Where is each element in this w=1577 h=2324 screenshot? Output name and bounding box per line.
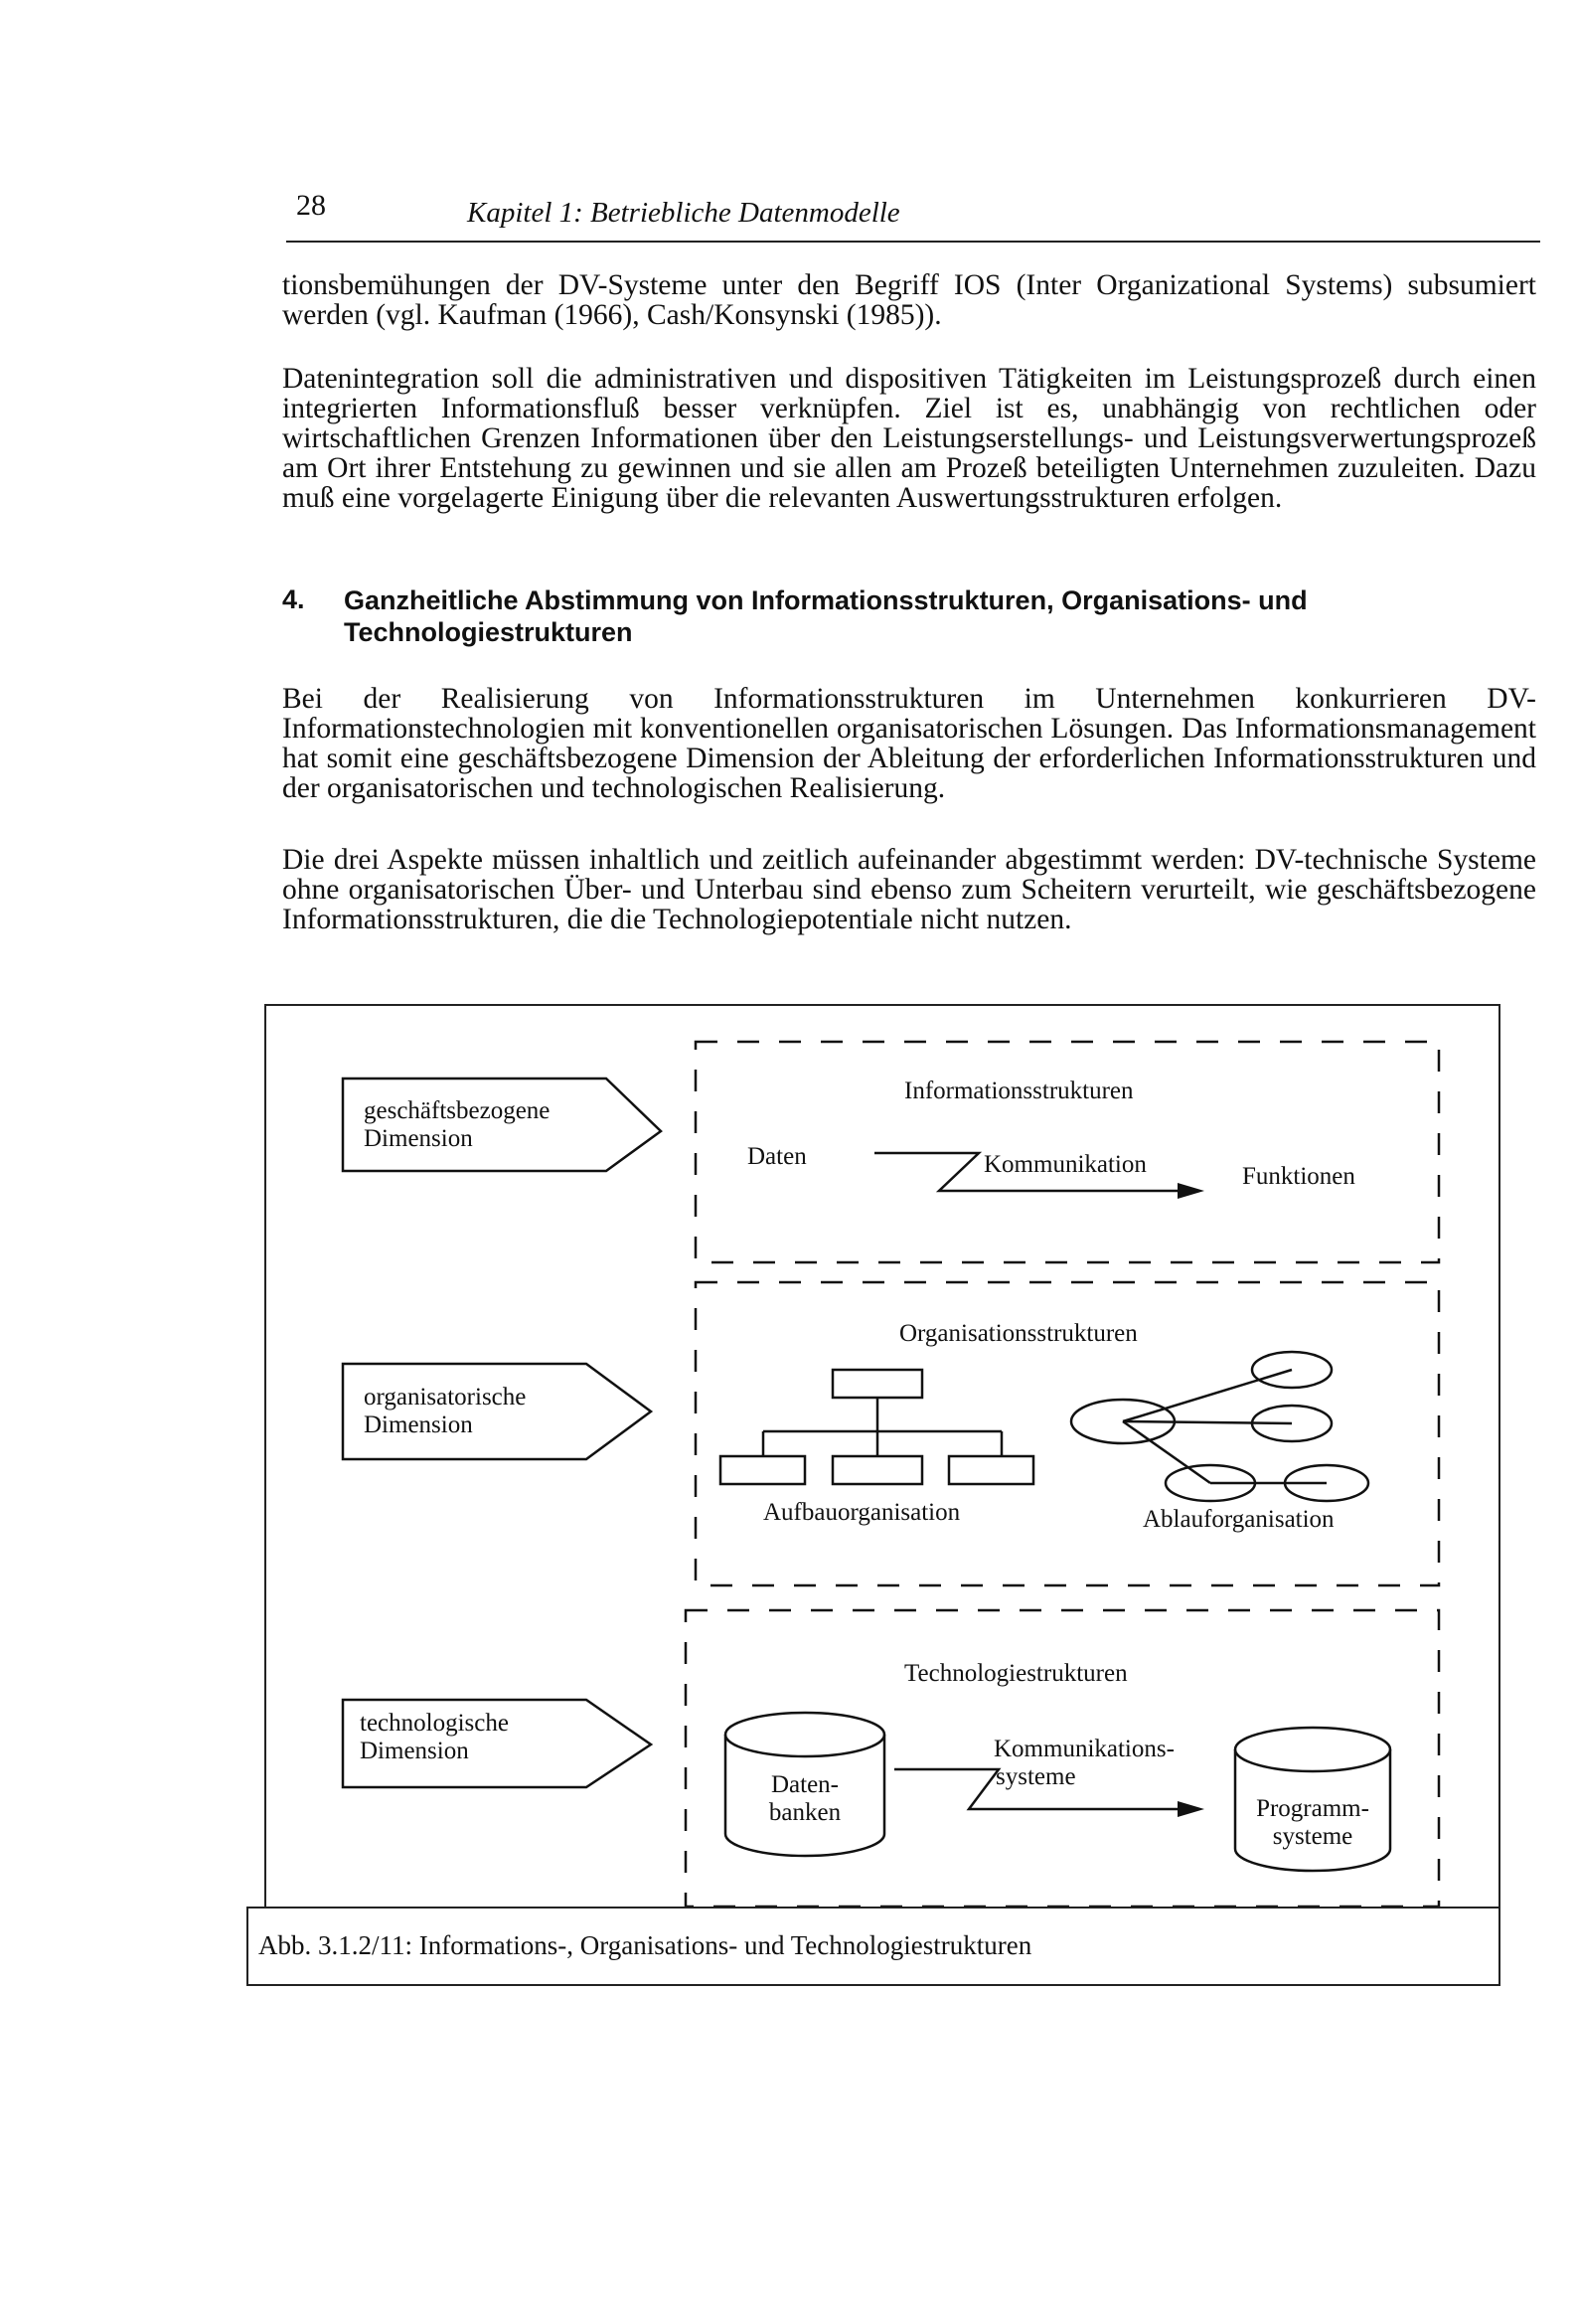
information-communication-label: Kommunikation bbox=[984, 1151, 1147, 1178]
organisation-process-label: Ablauforganisation bbox=[1143, 1506, 1335, 1533]
business-dimension-line1: geschäftsbezogene bbox=[364, 1097, 551, 1124]
org-chart-top-box bbox=[833, 1370, 922, 1398]
business-dimension-label bbox=[364, 1097, 550, 1153]
technological-dimension-label bbox=[360, 1710, 509, 1765]
page-number: 28 bbox=[296, 189, 326, 222]
organisation-structure-label: Aufbauorganisation bbox=[763, 1499, 961, 1526]
databases-line2: banken bbox=[768, 1799, 842, 1826]
program-systems-label bbox=[1240, 1795, 1385, 1851]
technological-dimension-line2: Dimension bbox=[360, 1738, 469, 1764]
org-chart-box-left bbox=[720, 1456, 805, 1484]
technology-box-title: Technologiestrukturen bbox=[904, 1660, 1128, 1687]
figure-caption-box bbox=[246, 1907, 1500, 1986]
org-chart-box-middle bbox=[833, 1456, 922, 1484]
program-systems-line2: systeme bbox=[1272, 1823, 1353, 1850]
communication-systems-label bbox=[994, 1736, 1175, 1791]
heading-number: 4. bbox=[282, 584, 305, 614]
business-dimension-line2: Dimension bbox=[364, 1125, 473, 1152]
information-data-label: Daten bbox=[747, 1143, 807, 1170]
paragraph-2: Datenintegration soll die administrativen und dispositiven Tätigkeiten im Leistungsprozeß durch einen integrierten Informationsfluß besser verknüpfen. Ziel ist es, unabhängig von rechtlichen oder wirtschaftlichen Grenzen Informationen über den Leistungserstellungs- und Leistungsverwertungsprozeß am Ort ihrer Entstehung zu gewinnen und sie allen am Prozeß beteiligten Unternehmen zuzuleiten. Dazu muß eine vorgelagerte Einigung über die relevanten Auswertungsstrukturen erfolgen. bbox=[282, 363, 1536, 514]
organisational-dimension-line2: Dimension bbox=[364, 1411, 473, 1438]
communication-systems-line2: systeme bbox=[996, 1763, 1076, 1790]
technological-dimension-line1: technologische bbox=[360, 1710, 509, 1737]
paragraph-3: Bei der Realisierung von Informationsstrukturen im Unternehmen konkurrieren DV-Informationstechnologien mit konventionellen organisatorischen Lösungen. Das Informationsmanagement hat somit eine geschäftsbezogene Dimension der Ableitung der erforderlichen Informationsstrukturen und der organisatorischen und technologischen Realisierung. bbox=[282, 683, 1536, 804]
information-arrowhead bbox=[1178, 1183, 1204, 1199]
databases-label bbox=[740, 1771, 869, 1827]
paragraph-4: Die drei Aspekte müssen inhaltlich und zeitlich aufeinander abgestimmt werden: DV-technische Systeme ohne organisatorischen Über- und Unterbau sind ebenso zum Scheitern verurteilt, wie geschäftsbezogene Informationsstrukturen, die die Technologiepotentiale nicht nutzen. bbox=[282, 844, 1536, 935]
figure-caption: Abb. 3.1.2/11: Informations-, Organisations- und Technologiestrukturen bbox=[258, 1930, 1032, 1960]
heading-text: Ganzheitliche Abstimmung von Informationsstrukturen, Organisations- und Technologiestrukturen bbox=[344, 585, 1308, 647]
communication-systems-line1: Kommunikations- bbox=[994, 1736, 1175, 1762]
information-functions-label: Funktionen bbox=[1242, 1163, 1355, 1190]
organisation-box-title: Organisationsstrukturen bbox=[899, 1320, 1138, 1347]
program-systems-line1: Programm- bbox=[1256, 1795, 1369, 1822]
org-chart-box-right bbox=[949, 1456, 1033, 1484]
running-head: Kapitel 1: Betriebliche Datenmodelle bbox=[467, 197, 900, 229]
technology-arrowhead bbox=[1178, 1801, 1204, 1817]
databases-line1: Daten- bbox=[770, 1771, 840, 1798]
organisational-dimension-label bbox=[364, 1384, 526, 1439]
information-box-title: Informationsstrukturen bbox=[904, 1078, 1134, 1104]
organisational-dimension-line1: organisatorische bbox=[364, 1384, 527, 1411]
paragraph-1: tionsbemühungen der DV-Systeme unter den Begriff IOS (Inter Organizational Systems) subsumiert werden (vgl. Kaufman (1966), Cash/Konsynski (1985)). bbox=[282, 269, 1536, 331]
